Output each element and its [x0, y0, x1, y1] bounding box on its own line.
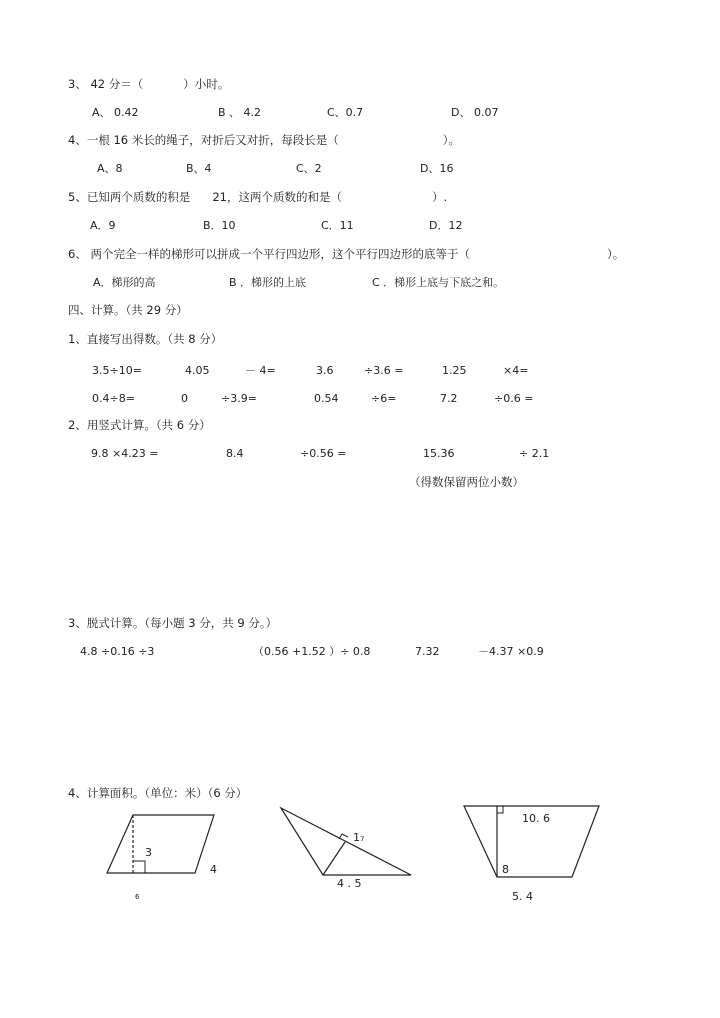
part2-item-2b: ÷0.56 = — [300, 447, 347, 460]
section4-title: 四、计算。（共 29 分） — [68, 303, 188, 317]
part1-r1-c7: ×4= — [503, 364, 529, 377]
q3-option-d: D、 0.07 — [451, 106, 499, 119]
parallelogram-right-angle — [133, 861, 145, 873]
q5-stem-num: 21，这两个质数的和是（ — [212, 190, 342, 204]
triangle-shape — [281, 808, 411, 875]
part2-item-3a: 15.36 — [423, 447, 455, 460]
q5-option-a: A．9 — [90, 219, 116, 232]
q5-option-b: B．10 — [203, 219, 236, 232]
part1-r1-c6: 1.25 — [442, 364, 467, 377]
part1-r2-c7: ÷0.6 = — [494, 392, 534, 405]
q4-stem-b: ）。 — [442, 133, 461, 147]
q4-option-b: B、4 — [186, 162, 212, 175]
triangle-height-label: 1₇ — [353, 831, 365, 844]
part2-item-2a: 8.4 — [226, 447, 244, 460]
part2-title: 2、用竖式计算。（共 6 分） — [68, 418, 211, 432]
trapezoid-height-label: 8 — [502, 863, 509, 876]
part3-title: 3、脱式计算。（每小题 3 分，共 9 分。） — [68, 616, 278, 630]
part1-r1-c4: 3.6 — [316, 364, 334, 377]
triangle-height-line — [323, 842, 345, 875]
part1-r1-c5: ÷3.6 = — [364, 364, 404, 377]
q5-option-d: D．12 — [429, 219, 463, 232]
q6-option-c: C ．梯形上底与下底之和。 — [372, 276, 505, 289]
parallelogram-base-label: 6 — [135, 893, 140, 901]
part1-r2-c6: 7.2 — [440, 392, 458, 405]
q4-stem-a: 4、一根 16 米长的绳子，对折后又对折，每段长是（ — [68, 133, 339, 147]
part1-r2-c4: 0.54 — [314, 392, 339, 405]
q3-option-a: A、 0.42 — [92, 106, 139, 119]
part1-r2-c5: ÷6= — [371, 392, 397, 405]
q4-option-d: D、16 — [420, 162, 454, 175]
part1-r1-c1: 3.5÷10= — [92, 364, 142, 377]
q6-stem-a: 6、 两个完全一样的梯形可以拼成一个平行四边形，这个平行四边形的底等于（ — [68, 247, 470, 261]
part2-note: （得数保留两位小数） — [409, 475, 524, 489]
triangle-base-label: 4 . 5 — [337, 877, 362, 890]
part1-r2-c1: 0.4÷8= — [92, 392, 135, 405]
q6-option-a: A．梯形的高 — [93, 276, 156, 289]
q3-stem-b: ）小时。 — [183, 77, 230, 91]
q4-option-c: C、2 — [296, 162, 322, 175]
q5-option-c: C．11 — [321, 219, 354, 232]
parallelogram-shape — [107, 815, 214, 873]
trapezoid-bottom-label: 5. 4 — [512, 890, 533, 903]
part1-r1-c3: － 4= — [245, 364, 276, 377]
part1-title: 1、直接写出得数。（共 8 分） — [68, 332, 223, 346]
part3-item-3a: 7.32 — [415, 645, 440, 658]
parallelogram-side-label: 4 — [210, 863, 217, 876]
part2-item-3b: ÷ 2.1 — [519, 447, 550, 460]
part4-title: 4、计算面积。（单位：米）（6 分） — [68, 786, 248, 800]
part1-r2-c3: ÷3.9= — [221, 392, 257, 405]
parallelogram-height-label: 3 — [145, 846, 152, 859]
part3-item-1: 4.8 ÷0.16 ÷3 — [80, 645, 155, 658]
q3-stem-a: 3、 42 分＝（ — [68, 77, 144, 91]
q6-option-b: B ．梯形的上底 — [229, 276, 307, 289]
part3-item-2: （0.56 +1.52 ）÷ 0.8 — [253, 645, 371, 658]
q3-option-b: B 、 4.2 — [218, 106, 262, 119]
part2-item-1: 9.8 ×4.23 = — [91, 447, 159, 460]
trapezoid-top-label: 10. 6 — [522, 812, 550, 825]
q3-option-c: C、0.7 — [327, 106, 364, 119]
q5-stem-b: ）. — [431, 190, 448, 204]
q6-stem-b: ）。 — [607, 247, 625, 261]
part1-r1-c2: 4.05 — [185, 364, 210, 377]
q4-option-a: A、8 — [97, 162, 123, 175]
part3-item-3b: －4.37 ×0.9 — [478, 645, 544, 658]
q5-stem-a: 5、已知两个质数的积是 — [68, 190, 191, 204]
trapezoid-right-angle — [497, 806, 503, 813]
part1-r2-c2: 0 — [181, 392, 188, 405]
